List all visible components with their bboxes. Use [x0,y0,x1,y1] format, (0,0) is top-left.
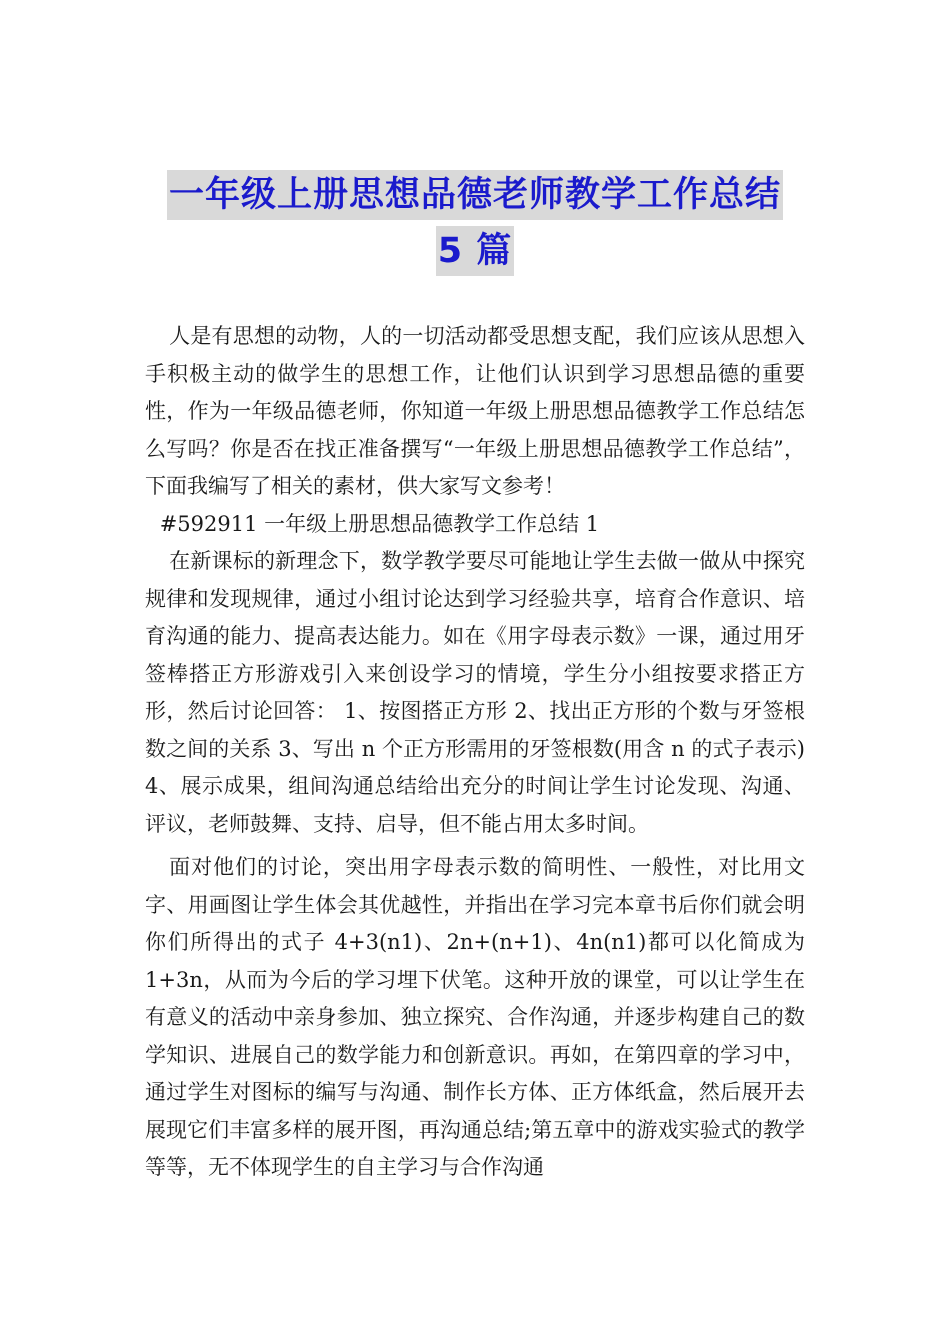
body-paragraph-1: 在新课标的新理念下，数学教学要尽可能地让学生去做一做从中探究规律和发现规律，通过小组讨论达到学习经验共享，培育合作意识、培育沟通的能力、提高表达能力。如在《用字母表示数》一课，通过用牙签棒搭正方形游戏引入来创设学习的情境，学生分小组按要求搭正方形，然后讨论回答： 1、按图搭正方形 2、找出正方形的个数与牙签根数之间的关系 3、写出 n 个正方形需用的牙签根数(用含 n 的式子表示) 4、展示成果，组间沟通总结给出充分的时间让学生讨论发现、沟通、评议，老师鼓舞、支持、启导，但不能占用太多时间。 [145,549,805,836]
section-heading: #592911 一年级上册思想品德教学工作总结 1 [159,511,600,536]
body-paragraph-2: 面对他们的讨论，突出用字母表示数的简明性、一般性，对比用文字、用画图让学生体会其优越性，并指出在学习完本章书后你们就会明你们所得出的式子 4+3(n1)、2n+(n+1)、4n(n1)都可以化简成为 1+3n，从而为今后的学习埋下伏笔。这种开放的课堂，可以让学生在有意义的活动中亲身参加、独立探究、合作沟通，并逐步构建自己的数学知识、进展自己的数学能力和创新意识。再如，在第四章的学习中，通过学生对图标的编写与沟通、制作长方体、正方体纸盒，然后展开去展现它们丰富多样的展开图，再沟通总结;第五章中的游戏实验式的教学等等，无不体现学生的自主学习与合作沟通 [145,855,805,1179]
intro-paragraph: 人是有思想的动物，人的一切活动都受思想支配，我们应该从思想入手积极主动的做学生的思想工作，让他们认识到学习思想品德的重要性，作为一年级品德老师，你知道一年级上册思想品德教学工作总结怎么写吗？你是否在找正准备撰写“一年级上册思想品德教学工作总结”，下面我编写了相关的素材，供大家写文参考！ [145,324,805,498]
document-title [100,170,850,282]
title-line-2: 5 篇 [436,226,515,276]
title-line-1: 一年级上册思想品德老师教学工作总结 [167,170,783,220]
document-body [145,318,805,1187]
